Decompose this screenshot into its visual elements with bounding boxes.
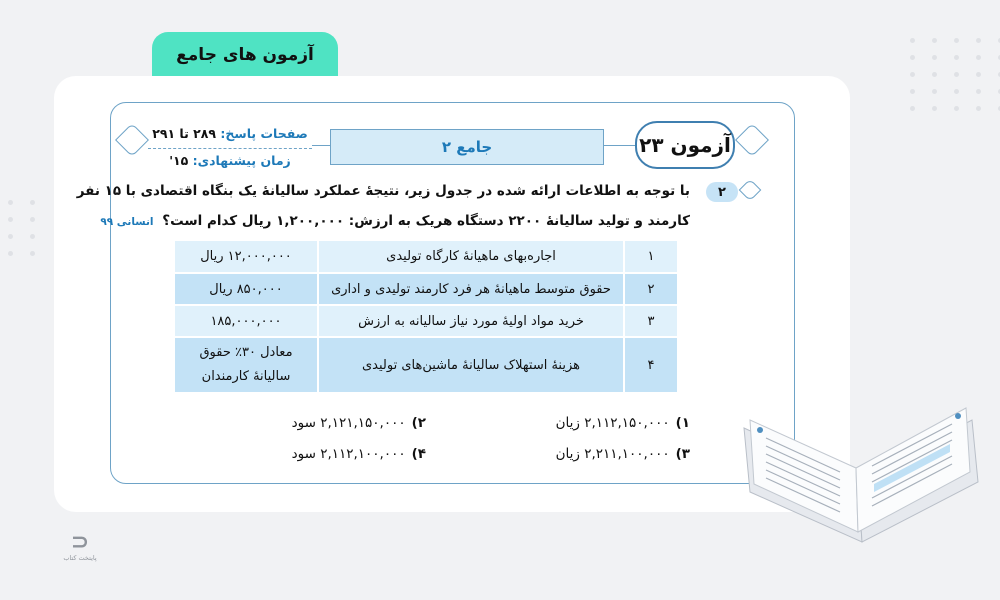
decorative-dots-left [8,200,40,256]
row-description: حقوق متوسط ماهیانهٔ هر فرد کارمند تولیدی و اداری [318,273,624,305]
option-text: ۲,۲۱۱,۱۰۰,۰۰۰ زیان [555,446,670,462]
row-amount [174,337,318,393]
question-line-2-text: کارمند و تولید سالیانهٔ ۲۲۰۰ دستگاه هریک به ارزش: ۱,۲۰۰,۰۰۰ ریال کدام است؟ [162,213,690,229]
exam-title: آزمون ۲۳ [635,121,735,169]
suggested-time-value: ۱۵' [169,153,189,168]
question-line-2 [100,213,690,229]
question-number: ۲ [706,182,738,202]
row-description: خرید مواد اولیهٔ مورد نیاز سالیانه به ارزش [318,305,624,337]
table-row [174,241,677,273]
option-text: ۲,۱۲۱,۱۵۰,۰۰۰ سود [291,415,406,431]
option-number: ۴) [411,446,426,462]
row-description: اجاره‌بهای ماهیانهٔ کارگاه تولیدی [318,241,624,273]
decorative-dots-right [910,38,1000,111]
section-tab[interactable]: آزمون های جامع [152,32,338,78]
suggested-time-label: زمان پیشنهادی: [192,153,291,168]
meta-divider [148,148,312,149]
suggested-time [148,153,312,168]
question-source: انسانی ۹۹ [100,216,154,228]
answer-pages-label: صفحات پاسخ: [220,126,308,141]
row-index: ۲ [624,273,677,305]
option-text: ۲,۱۱۲,۱۵۰,۰۰۰ زیان [555,415,670,431]
option-text: ۲,۱۱۲,۱۰۰,۰۰۰ سود [291,446,406,462]
publisher-logo [60,532,100,562]
open-book-illustration [740,380,985,550]
option-3[interactable] [556,446,690,462]
option-1[interactable] [556,415,690,431]
logo-text: پایتخت کتاب [63,554,97,562]
row-amount-line-1: معادل ۳۰٪ حقوق [199,345,293,360]
answer-pages [148,126,312,141]
row-amount: ۸۵۰,۰۰۰ ریال [174,273,318,305]
option-2[interactable] [292,415,426,431]
answer-pages-value: ۲۸۹ تا ۲۹۱ [152,126,217,141]
row-index: ۱ [624,241,677,273]
option-number: ۳) [675,446,690,462]
option-number: ۲) [411,415,426,431]
option-number: ۱) [675,415,690,431]
logo-mark-icon: ⊃ [70,530,90,555]
row-index: ۴ [624,337,677,393]
option-4[interactable] [292,446,426,462]
header-line-right [602,145,635,146]
row-description: هزینهٔ استهلاک سالیانهٔ ماشین‌های تولیدی [318,337,624,393]
table-row [174,305,677,337]
question-line-1: با توجه به اطلاعات ارائه شده در جدول زیر، نتیجهٔ عملکرد سالیانهٔ یک بنگاه اقتصادی با ۱۵ نفر [76,183,690,199]
row-index: ۳ [624,305,677,337]
row-amount: ۱۸۵,۰۰۰,۰۰۰ [174,305,318,337]
section-title-band: جامع ۲ [330,129,604,165]
table-row [174,273,677,305]
row-amount-line-2: سالیانهٔ کارمندان [201,369,291,384]
row-amount: ۱۲,۰۰۰,۰۰۰ ریال [174,241,318,273]
header-line-left [312,145,330,146]
cost-table [173,241,677,394]
table-row [174,337,677,393]
